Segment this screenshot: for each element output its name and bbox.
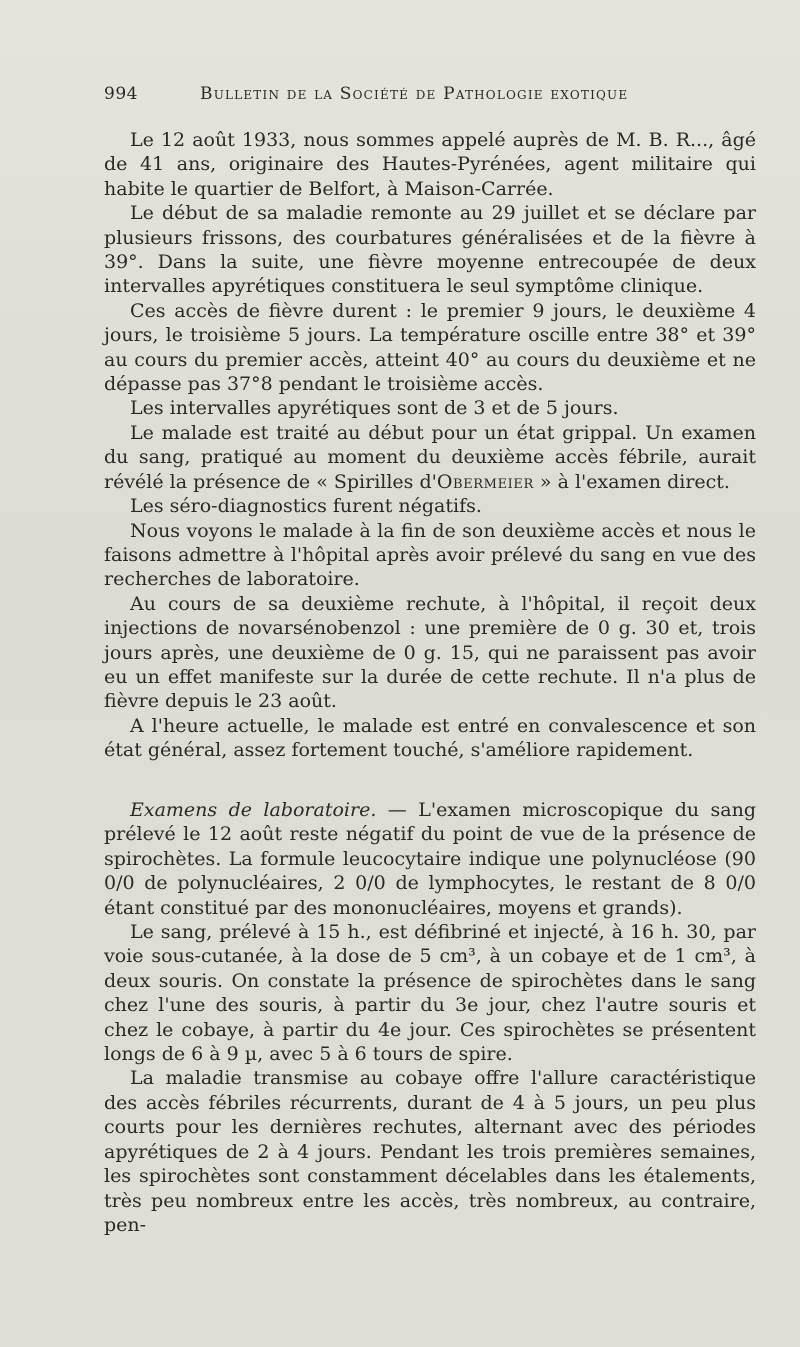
laboratory-section xyxy=(104,798,756,1237)
paragraph-text: — L'examen microscopique du sang prélevé le 12 août reste négatif du point de vue de la présence de spirochètes. La formule leucocytaire indique une polynucléose (90 0/0 de polynucléaires, 2 0/0 de lymphocytes, le restant de 8 0/0 étant constitué par des mononucléaires, moyens et grands). xyxy=(104,799,756,919)
page-number: 994 xyxy=(104,84,138,104)
paragraph xyxy=(104,421,756,494)
paragraph-text: Le malade est traité au début pour un état grippal. Un examen du sang, pratiqué au moment du deuxième accès fébrile, aurait révélé la présence de « Spirilles d' xyxy=(104,421,756,493)
paragraph: La maladie transmise au cobaye offre l'allure caractéristique des accès fébriles récurrents, durant de 4 à 5 jours, un peu plus courts pour les dernières rechutes, alternant avec des périodes apyrétiques de 2 à 4 jours. Pendant les trois premières semaines, les spirochètes sont constamment décelables dans les étalements, très peu nombreux entre les accès, très nombreux, au contraire, pen- xyxy=(104,1067,756,1236)
paragraph: Au cours de sa deuxième rechute, à l'hôpital, il reçoit deux injections de novarsénobenzol : une première de 0 g. 30 et, trois jours après, une deuxième de 0 g. 15, qui ne paraissent pas avoir eu un effet manifeste sur la durée de cette rechute. Il n'a plus de fièvre depuis le 23 août. xyxy=(104,592,756,713)
paragraph: Le début de sa maladie remonte au 29 juillet et se déclare par plusieurs frissons, des courbatures généralisées et de la fièvre à 39°. Dans la suite, une fièvre moyenne entrecoupée de deux intervalles apyrétiques constituera le seul symptôme clinique. xyxy=(104,202,756,298)
paragraph: Nous voyons le malade à la fin de son deuxième accès et nous le faisons admettre à l'hôpital après avoir prélevé du sang en vue des recherches de laboratoire. xyxy=(104,519,756,591)
section-heading: Examens de laboratoire. xyxy=(130,799,377,821)
running-title: Bulletin de la Société de Pathologie exotique xyxy=(200,84,629,104)
paragraph: A l'heure actuelle, le malade est entré en convalescence et son état général, assez fortement touché, s'améliore rapidement. xyxy=(104,714,756,762)
paragraph xyxy=(104,798,756,920)
paragraph: Le 12 août 1933, nous sommes appelé auprès de M. B. R..., âgé de 41 ans, originaire des Hautes-Pyrénées, agent militaire qui habite le quartier de Belfort, à Maison-Carrée. xyxy=(104,129,756,200)
paragraph-text: » à l'examen direct. xyxy=(533,470,730,493)
paragraph: Ces accès de fièvre durent : le premier 9 jours, le deuxième 4 jours, le troisième 5 jours. La température oscille entre 38° et 39° au cours du premier accès, atteint 40° au cours du deuxième et ne dépasse pas 37°8 pendant le troisième accès. xyxy=(104,299,756,396)
paragraph: Le sang, prélevé à 15 h., est défibriné et injecté, à 16 h. 30, par voie sous-cutanée, à la dose de 5 cm³, à un cobaye et de 1 cm³, à deux souris. On constate la présence de spirochètes dans le sang chez l'une des souris, à partir du 3e jour, chez l'autre souris et chez le cobaye, à partir du 4e jour. Ces spirochètes se présentent longs de 6 à 9 µ, avec 5 à 6 tours de spire. xyxy=(104,921,756,1066)
paragraph: Les intervalles apyrétiques sont de 3 et de 5 jours. xyxy=(130,397,619,420)
running-header xyxy=(104,84,754,114)
author-name: Obermeier xyxy=(436,470,534,493)
case-report-text xyxy=(104,128,756,763)
paragraph: Les séro-diagnostics furent négatifs. xyxy=(130,495,482,518)
